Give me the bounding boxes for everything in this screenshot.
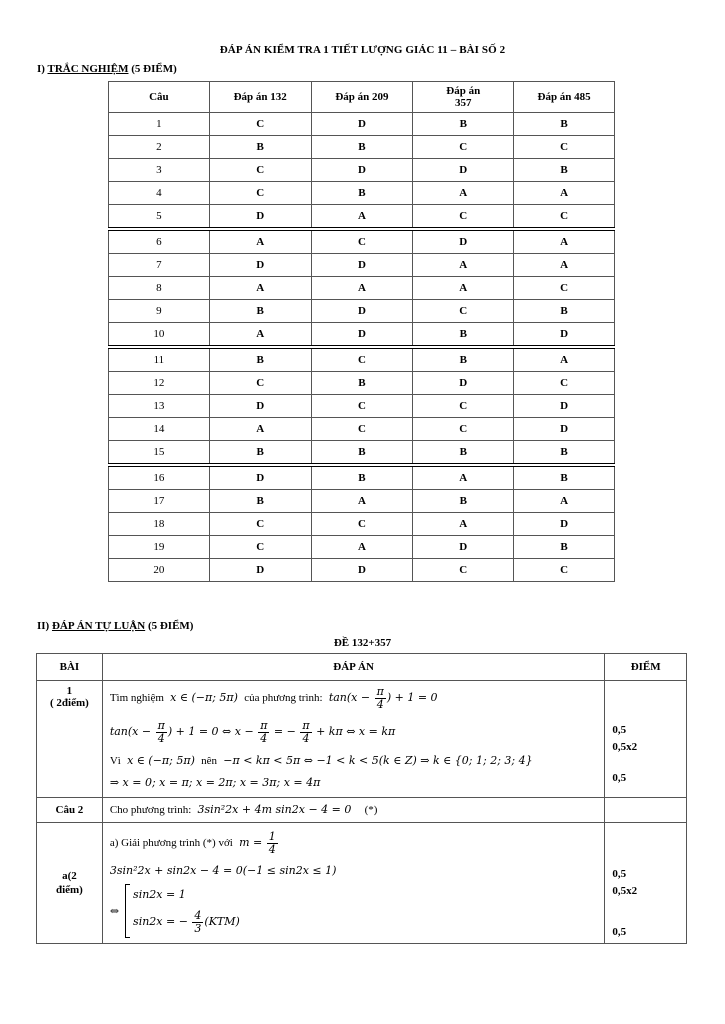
part-a-step1: 3sin²2x + sin2x − 4 = 0(−1 ≤ sin2x ≤ 1) xyxy=(109,864,337,877)
answer-cell: D xyxy=(311,323,413,348)
answer-cell: B xyxy=(514,300,615,323)
question-number: 3 xyxy=(109,159,210,182)
answer-cell: D xyxy=(311,159,413,182)
question-number: 13 xyxy=(109,395,210,418)
bai1-row xyxy=(37,681,687,798)
answer-cell: C xyxy=(209,113,311,136)
answer-cell: C xyxy=(209,513,311,536)
part-a-scores xyxy=(605,823,687,944)
score: 0,5 xyxy=(612,724,627,736)
answer-cell: C xyxy=(514,559,615,582)
answer-cell: C xyxy=(311,347,413,372)
exam-code: ĐỀ 132+357 xyxy=(333,637,392,649)
answer-cell: C xyxy=(311,513,413,536)
header-diem: ĐIỂM xyxy=(605,654,687,681)
part-a-label xyxy=(37,823,103,944)
answer-cell: D xyxy=(413,159,514,182)
answer-cell: B xyxy=(311,372,413,395)
answer-cell: D xyxy=(514,418,615,441)
answer-cell: D xyxy=(514,323,615,348)
answer-cell: B xyxy=(413,347,514,372)
answer-cell: A xyxy=(209,277,311,300)
answer-cell: B xyxy=(209,300,311,323)
answer-key-row xyxy=(109,323,615,348)
answer-cell: C xyxy=(413,559,514,582)
question-number: 15 xyxy=(109,441,210,466)
bai1-solution xyxy=(102,681,605,798)
answer-key-row xyxy=(109,465,615,490)
answer-cell: A xyxy=(514,347,615,372)
prompt-text: a) Giải phương trình (*) với xyxy=(109,837,233,849)
prompt-text: Cho phương trình: xyxy=(109,804,192,816)
question-number: 5 xyxy=(109,205,210,230)
header-485: Đáp án 485 xyxy=(514,82,615,113)
answer-cell: B xyxy=(514,113,615,136)
answer-cell: C xyxy=(514,136,615,159)
part-a-solution xyxy=(102,823,605,944)
answer-cell: C xyxy=(413,418,514,441)
answer-key-row xyxy=(109,395,615,418)
answer-cell: D xyxy=(413,536,514,559)
answer-cell: C xyxy=(413,300,514,323)
answer-cell: C xyxy=(209,159,311,182)
question-number: 6 xyxy=(109,229,210,254)
answer-cell: A xyxy=(514,490,615,513)
star-text: (*) xyxy=(364,804,378,816)
header-dap-an: ĐÁP ÁN xyxy=(102,654,605,681)
nen-text: nên xyxy=(201,755,218,767)
answer-cell: A xyxy=(209,323,311,348)
section-multiple-choice xyxy=(37,63,177,75)
answer-cell: D xyxy=(514,513,615,536)
question-number: 1 xyxy=(109,113,210,136)
answer-cell: D xyxy=(209,465,311,490)
answer-key-row xyxy=(109,229,615,254)
answer-cell: D xyxy=(209,254,311,277)
answer-key-row xyxy=(109,113,615,136)
prompt-mid-text: của phương trình: xyxy=(244,692,323,704)
cau2-prompt-line: Cho phương trình: 3sin²2x + 4m sin2x − 4 = 0 (*) xyxy=(109,803,378,816)
answer-key-row xyxy=(109,136,615,159)
answer-cell: C xyxy=(514,372,615,395)
answer-cell: C xyxy=(209,182,311,205)
answer-key-row xyxy=(109,418,615,441)
question-number: 7 xyxy=(109,254,210,277)
part-a-label-text: a(2 điểm) xyxy=(55,870,83,896)
answer-cell: C xyxy=(209,536,311,559)
bai1-step1: tan(x − $\frac{\pi}{4}$ ) + 1 = 0 ⇔ x − $\frac{\pi}{4}$ = − $\frac{\pi}{4}$ + kπ ⇔ x = kπ xyxy=(109,718,396,745)
bai1-step2: Vì x ∈ (−π; 5π) nên −π < kπ < 5π ⇔ −1 < k < 5(k ∈ Z) ⇒ k ∈ {0; 1; 2; 3; 4} xyxy=(109,754,533,767)
section-prefix: I) xyxy=(37,63,48,75)
prompt-text: Tìm nghiệm xyxy=(109,692,164,704)
answer-cell: B xyxy=(311,441,413,466)
answer-cell: C xyxy=(514,205,615,230)
question-number: 16 xyxy=(109,465,210,490)
answer-key-row xyxy=(109,372,615,395)
answer-cell: C xyxy=(413,205,514,230)
question-number: 19 xyxy=(109,536,210,559)
header-132: Đáp án 132 xyxy=(209,82,311,113)
section-suffix: (5 ĐIỂM) xyxy=(145,620,194,632)
cau2-row xyxy=(37,798,687,823)
part-a-row xyxy=(37,823,687,944)
answer-cell: C xyxy=(311,229,413,254)
question-number: 14 xyxy=(109,418,210,441)
score: 0,5 xyxy=(612,926,627,938)
answer-cell: C xyxy=(413,395,514,418)
section-essay xyxy=(37,620,193,632)
answer-cell: A xyxy=(413,182,514,205)
header-bai: BÀI xyxy=(37,654,103,681)
answer-key-row xyxy=(109,159,615,182)
answer-key-row xyxy=(109,559,615,582)
essay-answer-table xyxy=(36,653,687,944)
answer-cell: A xyxy=(514,229,615,254)
essay-header-row xyxy=(37,654,687,681)
question-number: 9 xyxy=(109,300,210,323)
answer-cell: B xyxy=(413,490,514,513)
answer-cell: B xyxy=(209,490,311,513)
answer-cell: A xyxy=(311,277,413,300)
answer-cell: B xyxy=(514,441,615,466)
answer-key-row xyxy=(109,205,615,230)
answer-cell: D xyxy=(413,229,514,254)
answer-cell: B xyxy=(311,182,413,205)
question-number: 11 xyxy=(109,347,210,372)
question-number: 2 xyxy=(109,136,210,159)
bai1-prompt: Tìm nghiệm x ∈ (−π; 5π) của phương trình: tan(x − $\frac{\pi}{4}$ ) + 1 = 0 xyxy=(109,684,438,711)
answer-key-row xyxy=(109,254,615,277)
question-number: 10 xyxy=(109,323,210,348)
question-number: 20 xyxy=(109,559,210,582)
answer-cell: B xyxy=(514,465,615,490)
question-number: 17 xyxy=(109,490,210,513)
question-number: 4 xyxy=(109,182,210,205)
answer-cell: B xyxy=(413,113,514,136)
answer-cell: A xyxy=(311,490,413,513)
part-a-prompt: a) Giải phương trình (*) với m = $\frac{1}{4}$ xyxy=(109,829,276,856)
cau2-prompt xyxy=(102,798,605,823)
answer-cell: B xyxy=(514,159,615,182)
answer-key-row xyxy=(109,347,615,372)
answer-cell: C xyxy=(311,418,413,441)
part-a-step2: ⇔ sin2x = 1 sin2x = − $\frac{4}{3}$ (KTM) xyxy=(104,884,604,938)
page-title: ĐÁP ÁN KIỂM TRA 1 TIẾT LƯỢNG GIÁC 11 – BÀI SỐ 2 xyxy=(219,44,506,56)
answer-cell: D xyxy=(413,372,514,395)
answer-cell: C xyxy=(413,136,514,159)
bai1-scores xyxy=(605,681,687,798)
section-prefix: II) xyxy=(37,620,52,632)
answer-cell: A xyxy=(311,536,413,559)
answer-key-row xyxy=(109,513,615,536)
answer-key-row xyxy=(109,182,615,205)
header-357: Đáp án 357 xyxy=(413,82,514,113)
score: 0,5x2 xyxy=(612,885,638,897)
score: 0,5 xyxy=(612,868,627,880)
answer-cell: A xyxy=(514,182,615,205)
answer-cell: B xyxy=(413,441,514,466)
answer-cell: B xyxy=(209,136,311,159)
score: 0,5x2 xyxy=(612,741,638,753)
answer-key-table xyxy=(108,81,615,582)
answer-cell: D xyxy=(311,254,413,277)
answer-cell: A xyxy=(209,229,311,254)
vi-text: Vì xyxy=(109,755,121,767)
answer-cell: D xyxy=(311,300,413,323)
answer-cell: D xyxy=(514,395,615,418)
question-number: 12 xyxy=(109,372,210,395)
answer-cell: A xyxy=(209,418,311,441)
header-cau: Câu xyxy=(109,82,210,113)
answer-cell: B xyxy=(311,136,413,159)
question-number: 18 xyxy=(109,513,210,536)
bai1-points: ( 2điểm) xyxy=(50,697,89,709)
answer-key-row xyxy=(109,277,615,300)
score: 0,5 xyxy=(612,772,627,784)
bai1-number: 1 xyxy=(66,685,73,697)
answer-cell: A xyxy=(311,205,413,230)
answer-cell: A xyxy=(413,465,514,490)
answer-cell: A xyxy=(413,254,514,277)
section-suffix: (5 ĐIỂM) xyxy=(128,63,177,75)
header-209: Đáp án 209 xyxy=(311,82,413,113)
answer-key-row xyxy=(109,441,615,466)
answer-cell: A xyxy=(413,513,514,536)
answer-cell: C xyxy=(514,277,615,300)
answer-cell: B xyxy=(209,441,311,466)
section-label: ĐÁP ÁN TỰ LUẬN xyxy=(51,620,146,632)
answer-cell: B xyxy=(209,347,311,372)
answer-cell: D xyxy=(209,559,311,582)
answer-cell: D xyxy=(311,559,413,582)
cau2-score xyxy=(605,798,687,823)
section-label: TRẮC NGHIỆM xyxy=(47,63,129,75)
answer-key-header-row xyxy=(109,82,615,113)
answer-cell: B xyxy=(514,536,615,559)
answer-cell: C xyxy=(311,395,413,418)
answer-cell: A xyxy=(413,277,514,300)
answer-cell: C xyxy=(209,372,311,395)
answer-key-row xyxy=(109,536,615,559)
answer-cell: B xyxy=(413,323,514,348)
answer-cell: B xyxy=(311,465,413,490)
answer-key-row xyxy=(109,300,615,323)
bai1-step3: ⇒ x = 0; x = π; x = 2π; x = 3π; x = 4π xyxy=(109,776,321,789)
answer-cell: D xyxy=(311,113,413,136)
bai1-label xyxy=(37,681,103,798)
question-number: 8 xyxy=(109,277,210,300)
answer-cell: D xyxy=(209,395,311,418)
answer-cell: A xyxy=(514,254,615,277)
ktm-text: (KTM) xyxy=(204,915,240,928)
answer-key-row xyxy=(109,490,615,513)
cau2-label: Câu 2 xyxy=(37,798,103,823)
answer-cell: D xyxy=(209,205,311,230)
